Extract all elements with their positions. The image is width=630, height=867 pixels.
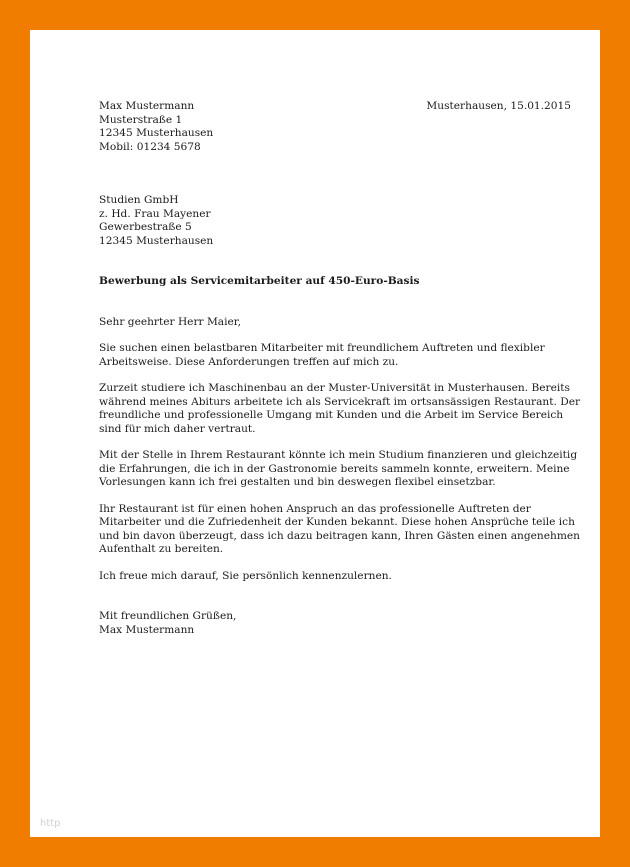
paragraph-5 <box>99 570 571 584</box>
paragraph-line: freundliche und professionelle Umgang mit Kunden und die Arbeit im Service Bereich <box>99 409 564 421</box>
paragraph-line: Sie suchen einen belastbaren Mitarbeiter mit freundlichem Auftreten und flexibler <box>99 342 545 354</box>
paragraph-line: Ich freue mich darauf, Sie persönlich kennenzulernen. <box>99 569 392 582</box>
letter-content <box>99 100 581 637</box>
sender-street: Musterstraße 1 <box>99 113 183 126</box>
place-date: Musterhausen, 15.01.2015 <box>426 100 571 112</box>
sender-city: 12345 Musterhausen <box>99 127 214 139</box>
salutation: Sehr geehrter Herr Maier, <box>99 315 242 328</box>
paragraph-line: Ihr Restaurant ist für einen hohen Anspruch an das professionelle Auftreten der <box>99 502 531 515</box>
sender-name: Max Mustermann <box>99 100 195 112</box>
paragraph-line: Zurzeit studiere ich Maschinenbau an der Muster-Universität in Musterhausen. Bereits <box>99 382 570 394</box>
subject-line: Bewerbung als Servicemitarbeiter auf 450-Euro-Basis <box>99 275 420 287</box>
sender-phone: Mobil: 01234 5678 <box>99 140 201 153</box>
letter-page <box>30 30 600 837</box>
paragraph-line: Mit der Stelle in Ihrem Restaurant könnte ich mein Studium finanzieren und gleichzeitig <box>99 449 578 461</box>
closing: Mit freundlichen Grüßen, <box>99 610 237 622</box>
recipient-company: Studien GmbH <box>99 194 179 206</box>
paragraph-1 <box>99 342 571 369</box>
closing-block <box>99 610 571 637</box>
paragraph-3 <box>99 449 578 490</box>
header-row <box>99 100 571 114</box>
paragraph-line: Vorlesungen kann ich frei gestalten und bin deswegen flexibel einsetzbar. <box>99 476 496 488</box>
watermark-text: http <box>40 818 61 829</box>
paragraph-line: und bin davon überzeugt, dass ich dazu beitragen kann, Ihren Gästen einen angenehmen <box>99 529 580 542</box>
paragraph-line: sind für mich daher vertraut. <box>99 422 256 435</box>
signature-name: Max Mustermann <box>99 623 195 636</box>
paragraph-line: Aufenthalt zu bereiten. <box>99 543 224 555</box>
paragraph-2 <box>99 382 581 436</box>
recipient-city: 12345 Musterhausen <box>99 234 214 247</box>
paragraph-4 <box>99 502 580 557</box>
recipient-street: Gewerbestraße 5 <box>99 221 192 233</box>
paragraph-line: Mitarbeiter und die Zufriedenheit der Kunden bekannt. Diese hohen Ansprüche teile ich <box>99 516 575 528</box>
recipient-attention: z. Hd. Frau Mayener <box>99 207 211 220</box>
paragraph-line: die Erfahrungen, die ich in der Gastronomie bereits sammeln konnte, erweitern. Meine <box>99 462 570 475</box>
recipient-address <box>99 194 571 248</box>
paragraph-line: während meines Abiturs arbeitete ich als Servicekraft im ortsansässigen Restaurant. Der <box>99 395 581 408</box>
paragraph-line: Arbeitsweise. Diese Anforderungen treffen auf mich zu. <box>99 355 399 368</box>
